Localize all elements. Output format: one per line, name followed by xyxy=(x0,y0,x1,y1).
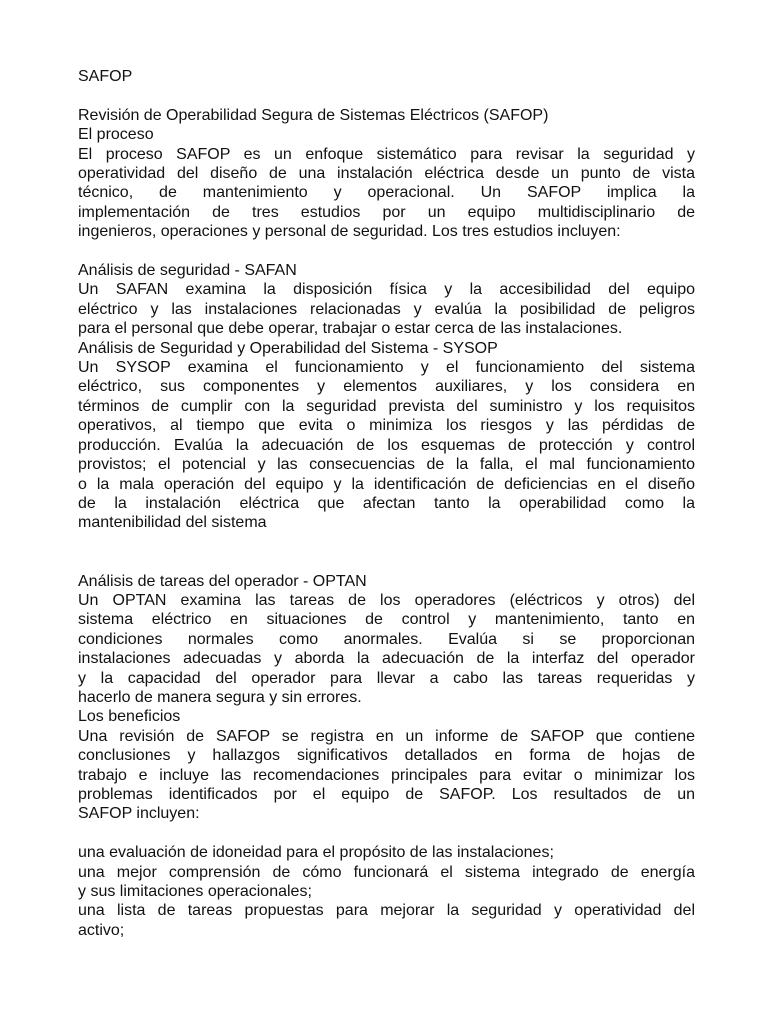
text-line: términos de cumplir con la seguridad prevista del suministro y los requisitos xyxy=(78,397,695,415)
text-line: o la mala operación del equipo y la identificación de deficiencias en el diseño xyxy=(78,475,695,493)
optan-paragraph xyxy=(78,591,695,707)
safan-heading: Análisis de seguridad - SAFAN xyxy=(78,262,297,280)
text-line: eléctrico y las instalaciones relacionadas y evalúa la posibilidad de peligros xyxy=(78,300,695,318)
text-line: Una revisión de SAFOP se registra en un informe de SAFOP que contiene xyxy=(78,727,695,745)
text-line: Un OPTAN examina las tareas de los operadores (eléctricos y otros) del xyxy=(78,591,695,609)
text-line: para el personal que debe operar, trabajar o estar cerca de las instalaciones. xyxy=(78,320,623,338)
results-list xyxy=(78,843,695,940)
benefits-heading: Los beneficios xyxy=(78,708,181,726)
text-line: una mejor comprensión de cómo funcionará el sistema integrado de energía xyxy=(78,863,695,881)
process-heading: El proceso xyxy=(78,126,154,144)
text-line: y la capacidad del operador para llevar a cabo las tareas requeridas y xyxy=(78,669,695,687)
text-line: trabajo e incluye las recomendaciones principales para evitar o minimizar los xyxy=(78,766,695,784)
benefits-paragraph xyxy=(78,727,695,824)
safan-paragraph xyxy=(78,280,695,338)
text-line: técnico, de mantenimiento y operacional. Un SAFOP implica la xyxy=(78,184,695,202)
document-subtitle: Revisión de Operabilidad Segura de Sistemas Eléctricos (SAFOP) xyxy=(78,106,549,124)
spacer xyxy=(78,242,695,261)
text-line: eléctrico, sus componentes y elementos auxiliares, y los considera en xyxy=(78,378,695,396)
document-page xyxy=(78,67,695,940)
spacer xyxy=(78,86,695,105)
spacer xyxy=(78,824,695,843)
text-line: conclusiones y hallazgos significativos detallados en forma de hojas de xyxy=(78,747,695,765)
text-line: condiciones normales como anormales. Evalúa si se proporcionan xyxy=(78,630,695,648)
text-line: implementación de tres estudios por un equipo multidisciplinario de xyxy=(78,203,695,221)
text-line: producción. Evalúa la adecuación de los esquemas de protección y control xyxy=(78,436,695,454)
text-line: problemas identificados por el equipo de SAFOP. Los resultados de un xyxy=(78,785,695,803)
text-line: SAFOP incluyen: xyxy=(78,805,200,823)
document-title: SAFOP xyxy=(78,68,133,85)
text-line: Un SAFAN examina la disposición física y la accesibilidad del equipo xyxy=(78,281,695,299)
spacer xyxy=(78,533,695,572)
text-line: sistema eléctrico en situaciones de control y mantenimiento, tanto en xyxy=(78,611,695,629)
text-line: hacerlo de manera segura y sin errores. xyxy=(78,688,362,706)
text-line: de la instalación eléctrica que afectan tanto la operabilidad como la xyxy=(78,494,695,512)
text-line: una lista de tareas propuestas para mejorar la seguridad y operatividad del xyxy=(78,902,695,920)
optan-heading: Análisis de tareas del operador - OPTAN xyxy=(78,572,367,590)
result-item xyxy=(78,863,695,902)
text-line: operatividad del diseño de una instalación eléctrica desde un punto de vista xyxy=(78,165,695,183)
text-line: instalaciones adecuadas y aborda la adecuación de la interfaz del operador xyxy=(78,650,695,668)
text-line: activo; xyxy=(78,921,125,939)
text-line: Un SYSOP examina el funcionamiento y el funcionamiento del sistema xyxy=(78,359,695,377)
text-line: provistos; el potencial y las consecuencias de la falla, el mal funcionamiento xyxy=(78,456,695,474)
text-line: ingenieros, operaciones y personal de seguridad. Los tres estudios incluyen: xyxy=(78,223,621,241)
result-item xyxy=(78,843,695,862)
sysop-paragraph xyxy=(78,358,695,533)
text-line: mantenibilidad del sistema xyxy=(78,514,267,532)
intro-paragraph xyxy=(78,145,695,242)
text-line: una evaluación de idoneidad para el propósito de las instalaciones; xyxy=(78,844,554,862)
sysop-heading: Análisis de Seguridad y Operabilidad del Sistema - SYSOP xyxy=(78,339,498,357)
result-item xyxy=(78,901,695,940)
text-line: y sus limitaciones operacionales; xyxy=(78,883,312,900)
text-line: operativos, al tiempo que evita o minimiza los riesgos y las pérdidas de xyxy=(78,417,695,435)
text-line: El proceso SAFOP es un enfoque sistemático para revisar la seguridad y xyxy=(78,145,695,163)
